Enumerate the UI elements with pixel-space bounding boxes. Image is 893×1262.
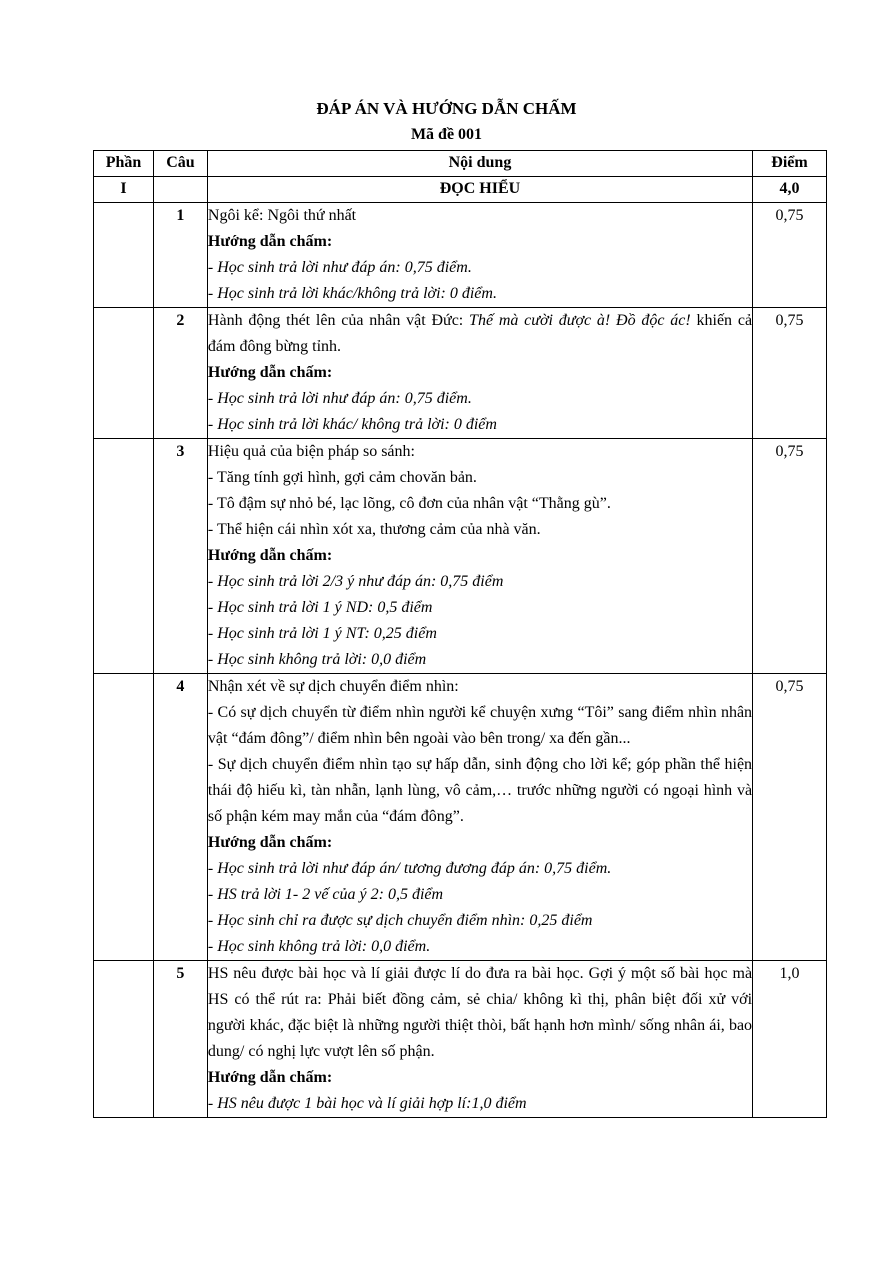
column-header-score: Điểm	[753, 151, 827, 177]
question-number: 4	[153, 674, 207, 961]
guide-heading: Hướng dẫn chấm:	[207, 834, 333, 851]
section-title: ĐỌC HIỂU	[207, 177, 752, 203]
answer-line: HS nêu được bài học và lí giải được lí do đưa ra bài học. Gợi ý một số bài học mà HS có thể rút ra: Phải biết đồng cảm, sẻ chia/ không kì thị, phân biệt đối xử với người khác, đặc biệt là những người thiệt thòi, bất hạnh hơn mình/ sống nhân ái, bao dung/ có nghị lực vượt lên số phận.	[207, 965, 753, 1060]
guide-line: - Học sinh trả lời khác/ không trả lời: 0 điểm	[207, 416, 497, 433]
section-question	[153, 177, 207, 203]
answer-line: - Thể hiện cái nhìn xót xa, thương cảm của nhà văn.	[207, 521, 541, 538]
answer-line: - Sự dịch chuyển điểm nhìn tạo sự hấp dẫn, sinh động cho lời kể; góp phần thể hiện thái độ hiếu kì, tàn nhẫn, lạnh lùng, vô cảm,… trước những người có ngoại hình và số phận kém may mắn của “đám đông”.	[207, 756, 753, 825]
part-cell	[94, 308, 154, 439]
guide-heading: Hướng dẫn chấm:	[207, 364, 333, 381]
column-header-question: Câu	[153, 151, 207, 177]
table-row	[94, 308, 827, 439]
guide-line: - HS nêu được 1 bài học và lí giải hợp lí:1,0 điểm	[207, 1095, 527, 1112]
answer-content	[207, 203, 752, 308]
answer-suffix: khiến cả đám đông bừng tỉnh.	[207, 312, 753, 355]
question-number: 2	[153, 308, 207, 439]
section-part: I	[94, 177, 154, 203]
answer-line: - Tô đậm sự nhỏ bé, lạc lõng, cô đơn của nhân vật “Thằng gù”.	[207, 495, 611, 512]
column-header-part: Phần	[94, 151, 154, 177]
guide-heading: Hướng dẫn chấm:	[207, 233, 333, 250]
score-cell: 0,75	[753, 308, 827, 439]
question-number: 1	[153, 203, 207, 308]
table-row	[94, 674, 827, 961]
answer-content	[207, 961, 752, 1118]
answer-line: Ngôi kể: Ngôi thứ nhất	[207, 207, 357, 224]
section-score: 4,0	[753, 177, 827, 203]
answer-quote: Thế mà cười được à! Đồ độc ác!	[469, 312, 691, 329]
section-row	[94, 177, 827, 203]
table-row	[94, 961, 827, 1118]
guide-line: - Học sinh không trả lời: 0,0 điểm.	[207, 938, 431, 955]
table-row	[94, 203, 827, 308]
answer-line: - Tăng tính gợi hình, gợi cảm chovăn bản.	[207, 469, 477, 486]
answer-content	[207, 674, 752, 961]
guide-line: - Học sinh trả lời như đáp án: 0,75 điểm.	[207, 259, 472, 276]
guide-line: - Học sinh không trả lời: 0,0 điểm	[207, 651, 427, 668]
answer-line: - Có sự dịch chuyển từ điểm nhìn người kể chuyện xưng “Tôi” sang điểm nhìn nhân vật “đám đông”/ điểm nhìn bên ngoài vào bên trong/ xa đến gần...	[207, 704, 753, 747]
table-row	[94, 439, 827, 674]
answer-content	[207, 308, 752, 439]
answer-line	[208, 308, 752, 360]
part-cell	[94, 203, 154, 308]
column-header-content: Nội dung	[207, 151, 752, 177]
part-cell	[94, 961, 154, 1118]
guide-line: - Học sinh trả lời như đáp án: 0,75 điểm.	[207, 390, 472, 407]
exam-code: Mã đề 001	[410, 126, 483, 143]
score-cell: 1,0	[753, 961, 827, 1118]
guide-line: - HS trả lời 1- 2 vế của ý 2: 0,5 điểm	[207, 886, 444, 903]
guide-line: - Học sinh trả lời 1 ý ND: 0,5 điểm	[207, 599, 433, 616]
answer-line: Hiệu quả của biện pháp so sánh:	[207, 443, 415, 460]
guide-line: - Học sinh trả lời 2/3 ý như đáp án: 0,75 điểm	[207, 573, 504, 590]
question-number: 5	[153, 961, 207, 1118]
guide-line: - Học sinh chỉ ra được sự dịch chuyển điểm nhìn: 0,25 điểm	[207, 912, 593, 929]
answer-content	[207, 439, 752, 674]
table-header-row	[94, 151, 827, 177]
answer-line: Nhận xét về sự dịch chuyển điểm nhìn:	[207, 678, 459, 695]
guide-line: - Học sinh trả lời như đáp án/ tương đương đáp án: 0,75 điểm.	[207, 860, 612, 877]
part-cell	[94, 674, 154, 961]
guide-heading: Hướng dẫn chấm:	[207, 547, 333, 564]
answer-prefix: Hành động thét lên của nhân vật Đức:	[207, 312, 470, 329]
guide-line: - Học sinh trả lời 1 ý NT: 0,25 điểm	[207, 625, 437, 642]
guide-line: - Học sinh trả lời khác/không trả lời: 0 điểm.	[207, 285, 497, 302]
question-number: 3	[153, 439, 207, 674]
part-cell	[94, 439, 154, 674]
guide-heading: Hướng dẫn chấm:	[207, 1069, 333, 1086]
score-cell: 0,75	[753, 439, 827, 674]
score-cell: 0,75	[753, 203, 827, 308]
document-title: ĐÁP ÁN VÀ HƯỚNG DẪN CHẤM	[316, 99, 577, 118]
answer-table	[93, 150, 827, 1118]
score-cell: 0,75	[753, 674, 827, 961]
